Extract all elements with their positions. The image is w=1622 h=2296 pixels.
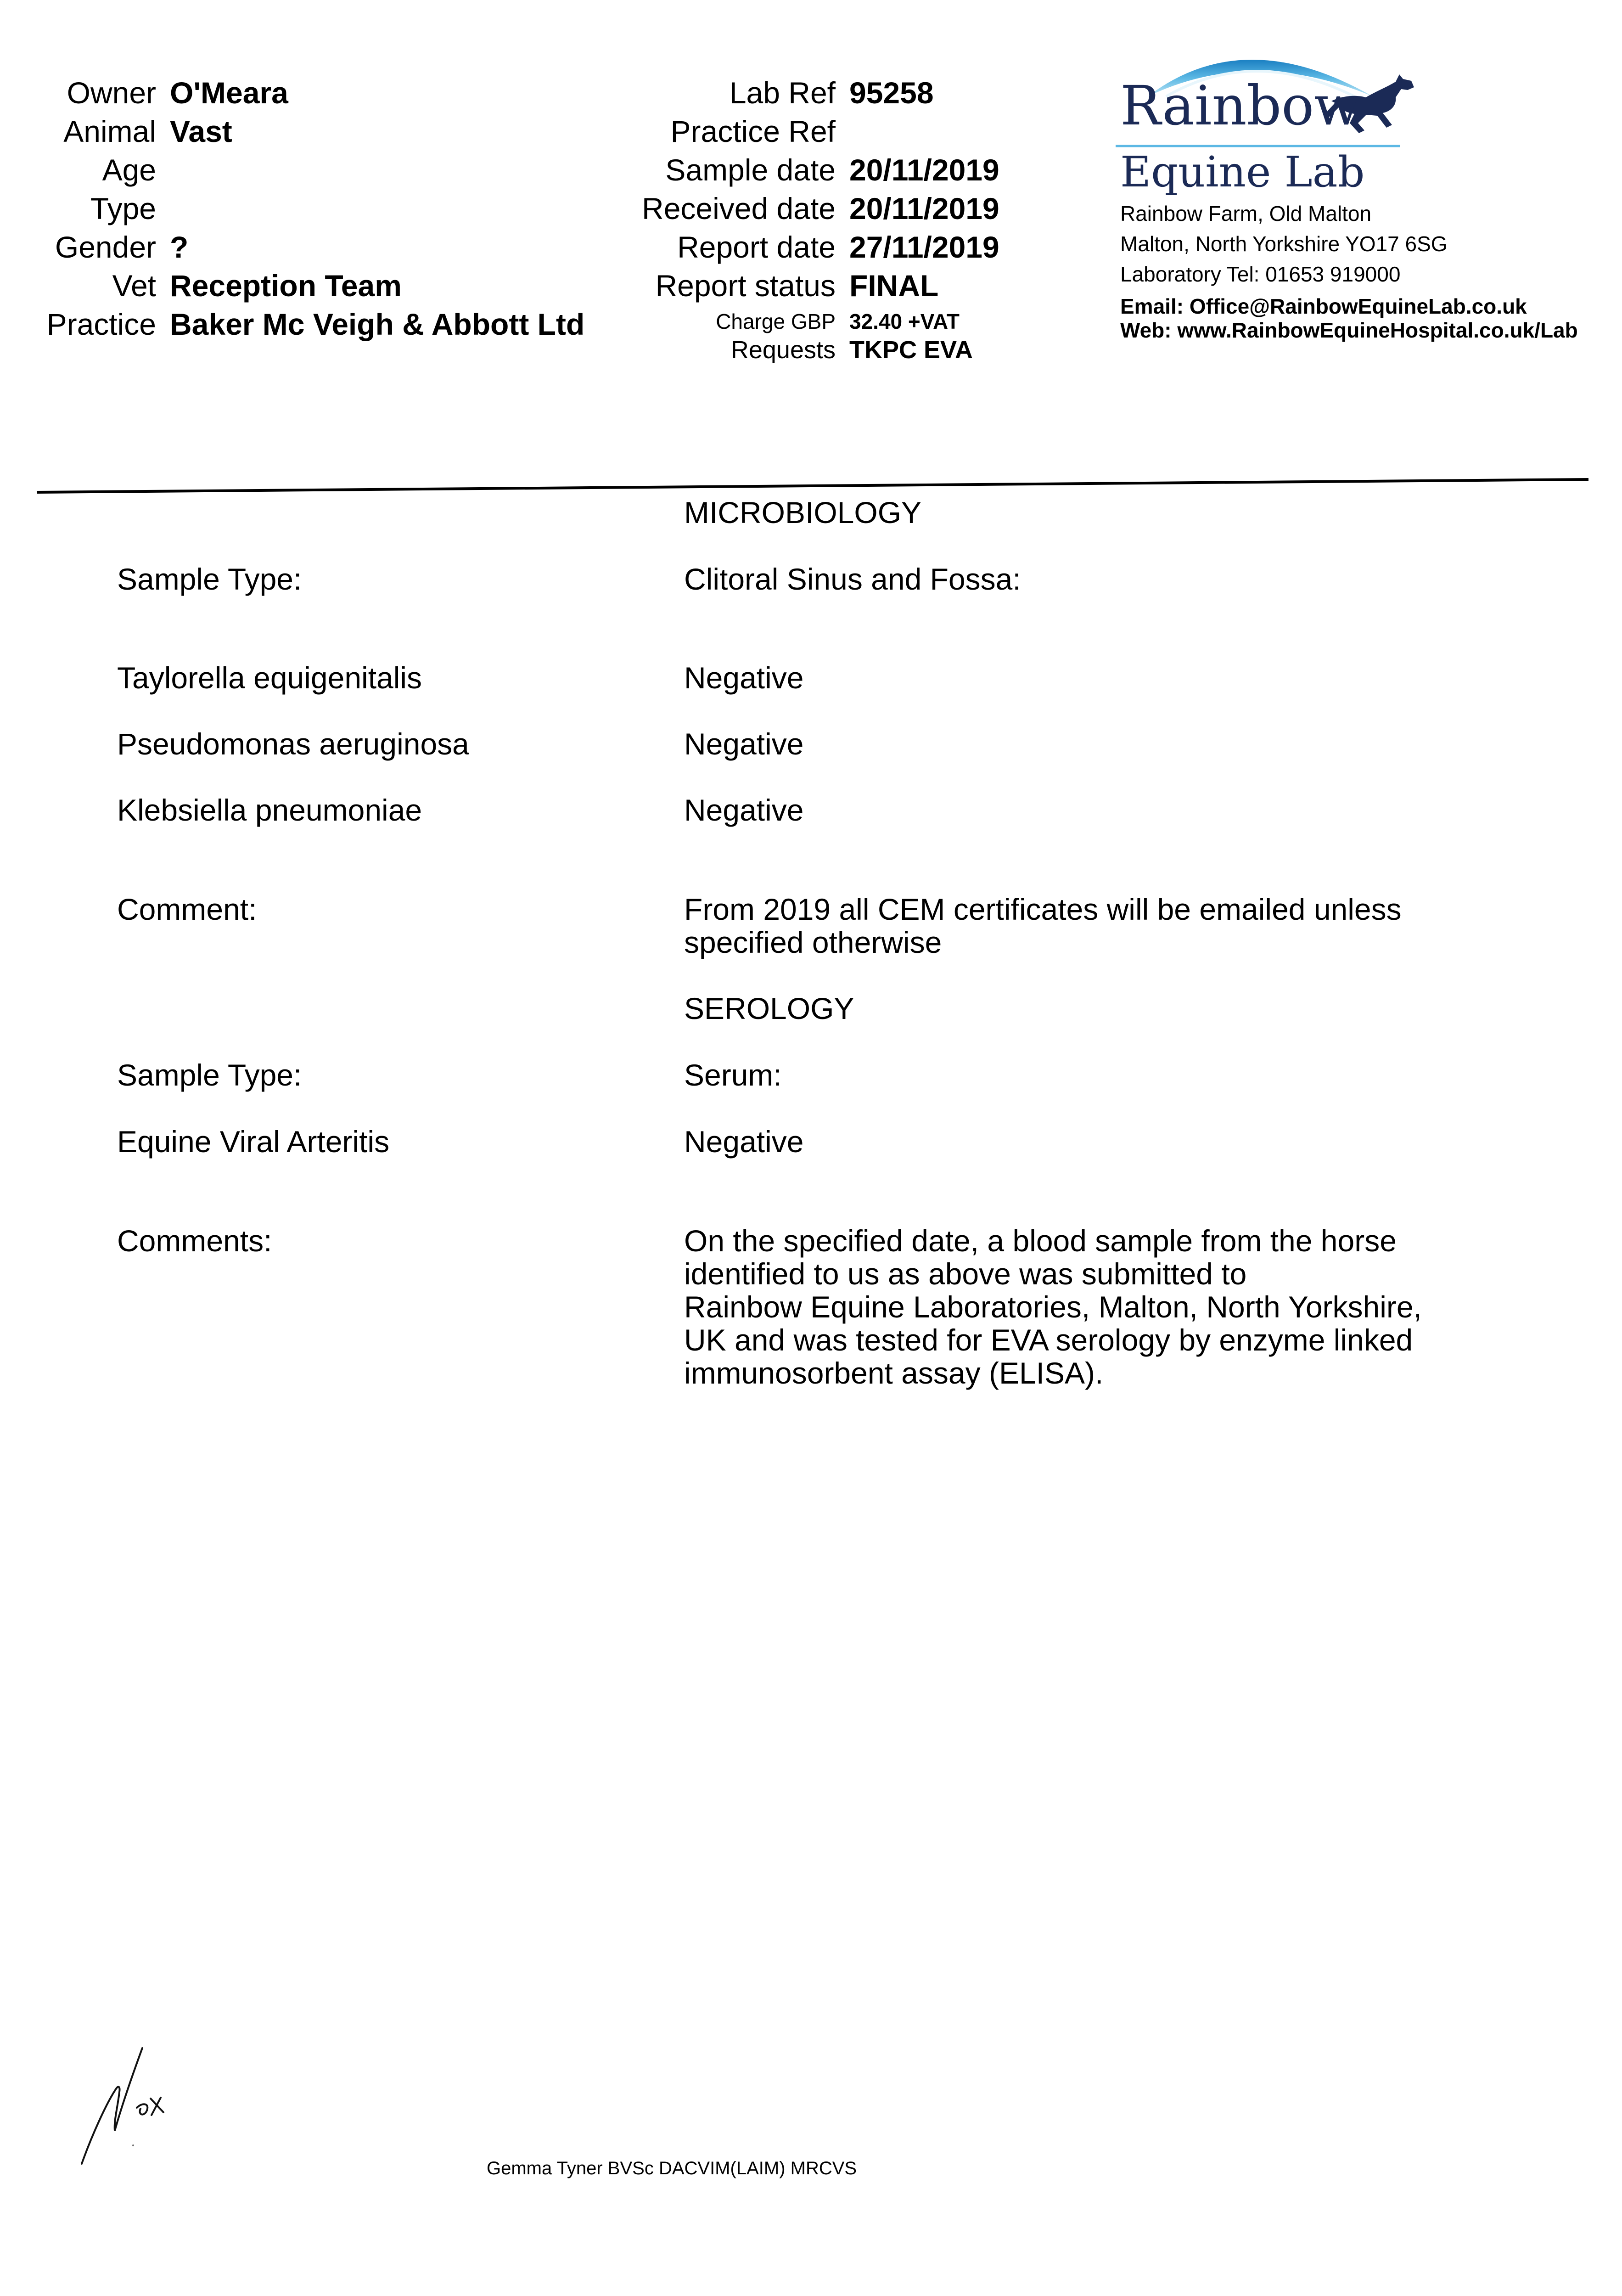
received-date-value: 20/11/2019	[849, 191, 999, 225]
report-date-value: 27/11/2019	[849, 230, 999, 264]
sample-type-label: Sample Type:	[117, 562, 302, 596]
result-organism: Taylorella equigenitalis	[117, 661, 422, 695]
lab-email: Email: Office@RainbowEquineLab.co.uk	[1120, 294, 1527, 318]
animal-label: Animal	[63, 114, 156, 148]
gender-label: Gender	[55, 230, 156, 264]
vet-label: Vet	[112, 269, 156, 303]
lab-ref-value: 95258	[849, 76, 934, 110]
comments-line: immunosorbent assay (ELISA).	[684, 1356, 1104, 1390]
animal-value: Vast	[170, 114, 232, 148]
section-title-microbiology: MICROBIOLOGY	[684, 495, 922, 529]
result-organism: Klebsiella pneumoniae	[117, 793, 422, 827]
comment-line: specified otherwise	[684, 925, 942, 959]
owner-value: O'Meara	[170, 76, 288, 110]
result-organism: Pseudomonas aeruginosa	[117, 727, 469, 761]
result-value: Negative	[684, 793, 804, 827]
practice-label: Practice	[46, 307, 156, 341]
test-result: Negative	[684, 1125, 804, 1159]
age-label: Age	[102, 153, 156, 187]
charge-label: Charge GBP	[716, 310, 836, 333]
comment-line: From 2019 all CEM certificates will be emailed unless	[684, 892, 1402, 926]
comments-line: UK and was tested for EVA serology by enzyme linked	[684, 1323, 1413, 1357]
comments-line: On the specified date, a blood sample from the horse	[684, 1224, 1397, 1258]
comments-text	[684, 1224, 1442, 1390]
comment-label: Comment:	[117, 892, 257, 926]
charge-value: 32.40 +VAT	[849, 310, 960, 333]
received-date-label: Received date	[642, 191, 836, 225]
test-name: Equine Viral Arteritis	[117, 1125, 390, 1159]
vet-value: Reception Team	[170, 269, 402, 303]
signer-name: Gemma Tyner BVSc DACVIM(LAIM) MRCVS	[487, 2158, 857, 2178]
owner-label: Owner	[67, 76, 156, 110]
report-status-label: Report status	[655, 269, 836, 303]
sample-type-value: Clitoral Sinus and Fossa:	[684, 562, 1021, 596]
result-value: Negative	[684, 727, 804, 761]
type-label: Type	[90, 191, 156, 225]
requests-label: Requests	[730, 336, 836, 364]
comments-label: Comments:	[117, 1224, 272, 1258]
sample-type-label: Sample Type:	[117, 1058, 302, 1092]
comment-text	[684, 893, 1442, 959]
section-title-serology: SEROLOGY	[684, 991, 854, 1025]
header-divider	[0, 468, 1622, 496]
sample-date-label: Sample date	[665, 153, 836, 187]
lab-address-line1: Rainbow Farm, Old Malton	[1120, 202, 1372, 225]
gender-value: ?	[170, 230, 189, 264]
lab-ref-label: Lab Ref	[729, 76, 836, 110]
lab-logo-name: Rainbow	[1120, 74, 1361, 137]
signature-icon	[73, 2039, 184, 2172]
result-value: Negative	[684, 661, 804, 695]
sample-type-value: Serum:	[684, 1058, 782, 1092]
lab-telephone: Laboratory Tel: 01653 919000	[1120, 262, 1401, 286]
lab-website: Web: www.RainbowEquineHospital.co.uk/Lab	[1120, 318, 1578, 342]
practice-value: Baker Mc Veigh & Abbott Ltd	[170, 307, 585, 341]
lab-logo-subtitle: Equine Lab	[1120, 147, 1365, 197]
comments-line: Rainbow Equine Laboratories, Malton, North Yorkshire,	[684, 1290, 1422, 1324]
sample-date-value: 20/11/2019	[849, 153, 999, 187]
report-date-label: Report date	[677, 230, 836, 264]
lab-address-line2: Malton, North Yorkshire YO17 6SG	[1120, 232, 1448, 256]
practice-ref-label: Practice Ref	[670, 114, 836, 148]
requests-value: TKPC EVA	[849, 336, 973, 364]
comments-line: identified to us as above was submitted to	[684, 1257, 1247, 1291]
report-status-value: FINAL	[849, 269, 939, 303]
